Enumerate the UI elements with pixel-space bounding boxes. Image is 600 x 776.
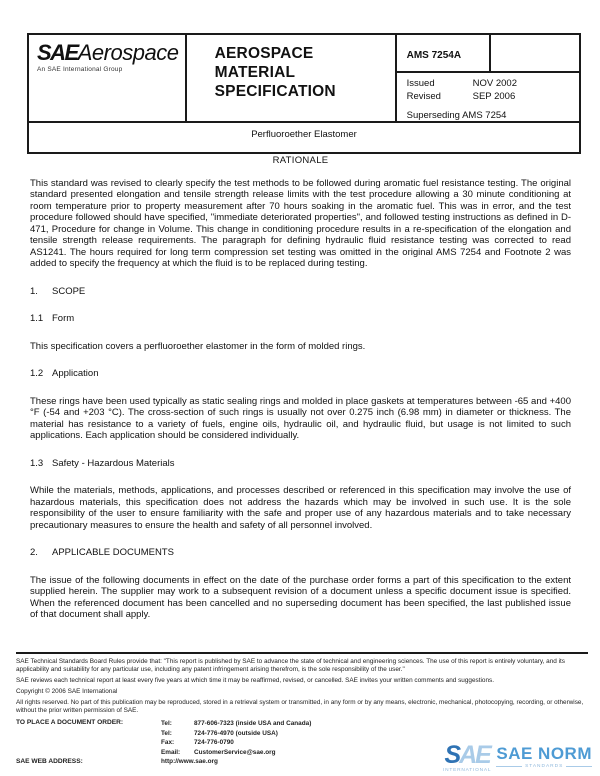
section-title: SCOPE [52, 285, 86, 297]
spec-title-cell [187, 35, 397, 121]
doc-number-row [397, 35, 579, 73]
sae-norm-subtitle-text: STANDARDS [525, 764, 564, 769]
header-row-main [29, 35, 579, 121]
logo-tagline: An SAE International Group [37, 66, 123, 73]
contact-value: 877-606-7323 (inside USA and Canada) [194, 720, 312, 727]
section-heading-form [30, 313, 571, 325]
contact-value: CustomerService@sae.org [194, 748, 276, 756]
contact-label: Fax: [161, 739, 175, 746]
order-contact-row [161, 719, 588, 729]
rights-notice: All rights reserved. No part of this publication may be reproduced, stored in a retrieval system or transmitted, in any form or by any means, electronic, mechanical, photocopying, recording, or otherwise, without the prior written permission of SAE. [16, 699, 584, 714]
issue-dates [397, 73, 579, 103]
doc-number-blank-cell [491, 35, 579, 71]
section-number: 1. [30, 285, 38, 297]
web-address-value: http://www.sae.org [161, 758, 218, 765]
document-subject: Perfluoroether Elastomer [29, 121, 579, 152]
section-number: 1.2 [30, 368, 44, 379]
web-address-label: SAE WEB ADDRESS: [16, 758, 83, 765]
board-rules-note: SAE Technical Standards Board Rules provide that: "This report is published by SAE to advance the state of technical and engineering sciences. The use of this report is entirely voluntary, and its applicability and suitability for any particular use, including any patent infringement arising therefrom, is the sole responsibility of the user." [16, 658, 565, 673]
section-number: 1.1 [30, 313, 44, 324]
document-body [30, 155, 571, 637]
section-paragraph-safety: While the materials, methods, applications, and processes described or referenced in this specification may involve the use of hazardous materials, this specification does not address the hazards which may be involved in such use. It is the sole responsibility of the user to ensure familiarity with the safe and proper use of any hazardous materials and to take necessary precautionary measures to ensure the health and safety of all personnel involved. [30, 485, 571, 531]
sae-monogram-ae: AE [459, 741, 490, 769]
section-heading-application [30, 368, 571, 380]
sae-monogram-s: S [444, 741, 460, 769]
section-paragraph-application: These rings have been used typically as static sealing rings and molded in place gaskets at temperatures between -65 and +400 °F (-54 and +203 °C). The cross-section of such rings is usually not over 0.275 inch (6.98 mm) in diameter or thickness. The material has resistance to a variety of fuels, engine oils, hydraulic oil, and hydraulic fluid, but usage is not limited to such applications. Each application should be considered individually. [30, 395, 571, 441]
section-title: Application [52, 368, 99, 379]
order-contact-row [161, 729, 588, 739]
revised-value: SEP 2006 [472, 90, 516, 102]
section-title: Form [52, 313, 75, 324]
sae-norm-wordmark [496, 743, 592, 769]
aerospace-logo-text: Aerospace [77, 40, 179, 65]
subtitle-rule-left [496, 766, 522, 767]
section-heading-scope [30, 286, 571, 298]
revised-row [407, 91, 579, 104]
copyright-line: Copyright © 2006 SAE International [16, 688, 118, 695]
sae-aerospace-logo [29, 35, 187, 121]
doc-number: AMS 7254A [397, 35, 491, 71]
section-heading-applicable-documents [30, 547, 571, 559]
subtitle-rule-right [566, 766, 592, 767]
contact-value: 724-776-4970 (outside USA) [194, 729, 278, 737]
section-paragraph-form: This specification covers a perfluoroether elastomer in the form of molded rings. [30, 340, 366, 352]
sae-international-label: INTERNATIONAL [442, 768, 492, 773]
order-label: TO PLACE A DOCUMENT ORDER: [16, 719, 124, 726]
section-title: Safety - Hazardous Materials [52, 457, 175, 469]
sae-norm-monogram-icon [444, 743, 489, 767]
rationale-paragraph: This standard was revised to clearly specify the test methods to be followed during aromatic fuel resistance testing. The original standard presented elongation and tensile strength release limits with the test procedure allowing a 30 minute conditioning at room temperature prior to property measurement after 70 hours soaking in the aromatic fuel. This was in error, and the test procedure followed should have specified, "immediate deteriorated properties", and followed testing instructions as defined in D-471, Procedure for change in Volume. This change in conditioning procedure results in a re-specification of the elongation and tensile strength release requirements. The paragraph for defining hydraulic fluid resistance testing was corrected to read AS1241. The hours required for long term compression set testing was omitted in the original AMS 7254 and Footnote 2 was added to specify the frequency at which the fluid is to be replaced during testing. [30, 177, 571, 269]
contact-label: Tel: [161, 729, 172, 737]
contact-label: Tel: [161, 720, 172, 727]
review-note: SAE reviews each technical report at least every five years at which time it may be reaffirmed, revised, or cancelled. SAE invites your written comments and suggestions. [16, 677, 494, 684]
section-paragraph-applicable-documents: The issue of the following documents in effect on the date of the purchase order forms a part of this specification to the extent supplied herein. The supplier may work to a subsequent revision of a document unless a specific document issue is specified. When the referenced document has been cancelled and no superseding document has been specified, the last published issue of that document shall apply. [30, 574, 571, 620]
issued-label: Issued [406, 78, 435, 89]
superseding-note: Superseding AMS 7254 [406, 110, 507, 121]
sae-norm-subtitle [496, 764, 592, 769]
header-table [27, 33, 581, 154]
sae-norm-logo [443, 743, 592, 773]
issued-row [407, 78, 579, 91]
doc-info-cell [397, 35, 579, 121]
section-number: 1.3 [30, 457, 44, 469]
spec-title: AEROSPACE MATERIAL SPECIFICATION [214, 45, 336, 100]
section-heading-safety [30, 458, 571, 470]
section-number: 2. [30, 547, 38, 558]
section-title: APPLICABLE DOCUMENTS [52, 547, 174, 558]
rationale-heading: RATIONALE [272, 155, 329, 166]
sae-norm-name: SAE NORM [496, 744, 592, 763]
sae-logo-text: SAE [37, 40, 78, 65]
issued-value: NOV 2002 [472, 78, 517, 89]
revised-label: Revised [406, 90, 441, 102]
contact-label: Email: [161, 748, 181, 756]
sae-norm-mark [443, 743, 491, 773]
contact-value: 724-776-0790 [194, 739, 234, 746]
